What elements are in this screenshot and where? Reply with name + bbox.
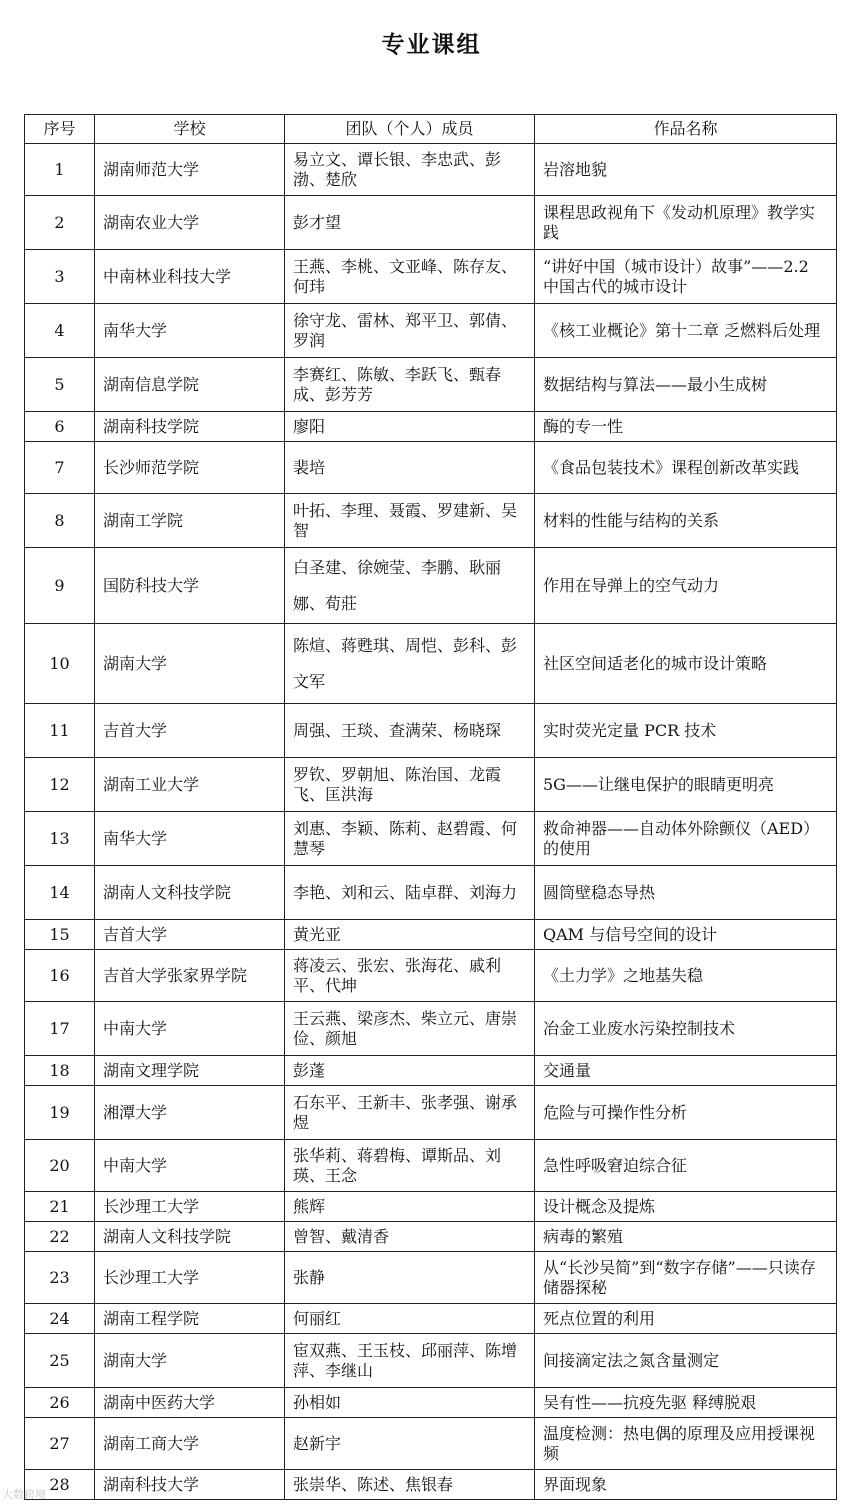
row-school: 长沙理工大学 (95, 1252, 285, 1304)
row-school: 湖南工程学院 (95, 1304, 285, 1334)
table-row (25, 1418, 837, 1470)
row-index: 28 (25, 1470, 95, 1500)
row-members: 张崇华、陈述、焦银春 (285, 1470, 535, 1500)
row-index: 1 (25, 144, 95, 196)
table-row (25, 358, 837, 412)
table-row (25, 1192, 837, 1222)
row-index: 27 (25, 1418, 95, 1470)
row-members: 熊辉 (285, 1192, 535, 1222)
table-row (25, 412, 837, 442)
row-index: 5 (25, 358, 95, 412)
table-row (25, 812, 837, 866)
row-index: 9 (25, 548, 95, 624)
row-school: 湖南人文科技学院 (95, 866, 285, 920)
row-members: 周强、王琰、查满荣、杨晓琛 (285, 704, 535, 758)
row-school: 湖南大学 (95, 1334, 285, 1388)
row-work-title: 圆筒壁稳态导热 (535, 866, 837, 920)
table-header-row (25, 115, 837, 144)
row-members: 孙相如 (285, 1388, 535, 1418)
table-row (25, 548, 837, 624)
row-index: 10 (25, 624, 95, 704)
row-work-title: 作用在导弹上的空气动力 (535, 548, 837, 624)
row-work-title: 《土力学》之地基失稳 (535, 950, 837, 1002)
row-school: 湖南师范大学 (95, 144, 285, 196)
row-index: 2 (25, 196, 95, 250)
awards-table (24, 114, 837, 1500)
row-members: 蒋凌云、张宏、张海花、戚利平、代坤 (285, 950, 535, 1002)
row-work-title: 社区空间适老化的城市设计策略 (535, 624, 837, 704)
row-work-title: 材料的性能与结构的关系 (535, 494, 837, 548)
table-row (25, 1304, 837, 1334)
row-work-title: 岩溶地貌 (535, 144, 837, 196)
row-members: 徐守龙、雷林、郑平卫、郭倩、罗润 (285, 304, 535, 358)
row-work-title: 冶金工业废水污染控制技术 (535, 1002, 837, 1056)
row-members: 王云燕、梁彦杰、柴立元、唐崇俭、颜旭 (285, 1002, 535, 1056)
header-members: 团队（个人）成员 (285, 115, 535, 144)
row-members: 黄光亚 (285, 920, 535, 950)
table-row (25, 866, 837, 920)
row-school: 湖南中医药大学 (95, 1388, 285, 1418)
row-members: 易立文、谭长银、李忠武、彭渤、楚欣 (285, 144, 535, 196)
row-work-title: QAM 与信号空间的设计 (535, 920, 837, 950)
row-work-title: 《核工业概论》第十二章 乏燃料后处理 (535, 304, 837, 358)
row-index: 14 (25, 866, 95, 920)
row-school: 湖南科技大学 (95, 1470, 285, 1500)
row-work-title: 界面现象 (535, 1470, 837, 1500)
row-members: 廖阳 (285, 412, 535, 442)
row-index: 16 (25, 950, 95, 1002)
row-school: 湖南科技学院 (95, 412, 285, 442)
row-school: 湖南农业大学 (95, 196, 285, 250)
row-work-title: 5G——让继电保护的眼睛更明亮 (535, 758, 837, 812)
row-index: 6 (25, 412, 95, 442)
row-members: 李赛红、陈敏、李跃飞、甄春成、彭芳芳 (285, 358, 535, 412)
row-index: 13 (25, 812, 95, 866)
row-school: 吉首大学张家界学院 (95, 950, 285, 1002)
row-index: 12 (25, 758, 95, 812)
row-work-title: 交通量 (535, 1056, 837, 1086)
row-school: 国防科技大学 (95, 548, 285, 624)
row-school: 中南大学 (95, 1002, 285, 1056)
table-row (25, 1140, 837, 1192)
row-work-title: 《食品包装技术》课程创新改革实践 (535, 442, 837, 494)
row-index: 3 (25, 250, 95, 304)
row-index: 24 (25, 1304, 95, 1334)
row-index: 23 (25, 1252, 95, 1304)
table-row (25, 1222, 837, 1252)
row-index: 15 (25, 920, 95, 950)
row-school: 吉首大学 (95, 704, 285, 758)
row-members: 何丽红 (285, 1304, 535, 1334)
row-members: 张静 (285, 1252, 535, 1304)
row-members: 曾智、戴清香 (285, 1222, 535, 1252)
row-work-title: 数据结构与算法——最小生成树 (535, 358, 837, 412)
table-row (25, 624, 837, 704)
watermark-logo: 大数跨境 (2, 1488, 46, 1501)
table-row (25, 1470, 837, 1500)
row-index: 25 (25, 1334, 95, 1388)
row-work-title: 设计概念及提炼 (535, 1192, 837, 1222)
row-members: 李艳、刘和云、陆卓群、刘海力 (285, 866, 535, 920)
row-school: 湖南大学 (95, 624, 285, 704)
row-work-title: 病毒的繁殖 (535, 1222, 837, 1252)
row-members: 王燕、李桃、文亚峰、陈存友、何玮 (285, 250, 535, 304)
header-index: 序号 (25, 115, 95, 144)
row-school: 湖南工商大学 (95, 1418, 285, 1470)
row-school: 中南林业科技大学 (95, 250, 285, 304)
row-members: 石东平、王新丰、张孝强、谢承煜 (285, 1086, 535, 1140)
table-row (25, 1388, 837, 1418)
table-row (25, 196, 837, 250)
row-index: 26 (25, 1388, 95, 1418)
row-school: 南华大学 (95, 304, 285, 358)
table-row (25, 704, 837, 758)
row-work-title: 间接滴定法之氮含量测定 (535, 1334, 837, 1388)
table-row (25, 1086, 837, 1140)
row-members: 张华莉、蒋碧梅、谭斯品、刘瑛、王念 (285, 1140, 535, 1192)
row-members: 白圣建、徐婉莹、李鹏、耿丽娜、荀莊 (285, 548, 535, 624)
row-school: 长沙理工大学 (95, 1192, 285, 1222)
row-members: 裴培 (285, 442, 535, 494)
row-index: 4 (25, 304, 95, 358)
row-work-title: 急性呼吸窘迫综合征 (535, 1140, 837, 1192)
table-row (25, 250, 837, 304)
row-members: 叶拓、李理、聂霞、罗建新、吴智 (285, 494, 535, 548)
table-body (25, 144, 837, 1500)
row-work-title: “讲好中国（城市设计）故事”——2.2 中国古代的城市设计 (535, 250, 837, 304)
header-school: 学校 (95, 115, 285, 144)
row-work-title: 课程思政视角下《发动机原理》教学实践 (535, 196, 837, 250)
table-row (25, 494, 837, 548)
row-index: 21 (25, 1192, 95, 1222)
row-work-title: 危险与可操作性分析 (535, 1086, 837, 1140)
row-members: 陈煊、蒋甦琪、周恺、彭科、彭文军 (285, 624, 535, 704)
row-members: 彭才望 (285, 196, 535, 250)
row-index: 20 (25, 1140, 95, 1192)
header-work-title: 作品名称 (535, 115, 837, 144)
table-row (25, 950, 837, 1002)
row-school: 湖南信息学院 (95, 358, 285, 412)
table-row (25, 920, 837, 950)
row-work-title: 从“长沙吴简”到“数字存储”——只读存储器探秘 (535, 1252, 837, 1304)
row-school: 湖南工学院 (95, 494, 285, 548)
row-members: 宦双燕、王玉枝、邱丽萍、陈增萍、李继山 (285, 1334, 535, 1388)
row-work-title: 温度检测：热电偶的原理及应用授课视频 (535, 1418, 837, 1470)
row-school: 吉首大学 (95, 920, 285, 950)
row-members: 赵新宇 (285, 1418, 535, 1470)
row-members: 彭蓬 (285, 1056, 535, 1086)
row-school: 中南大学 (95, 1140, 285, 1192)
row-school: 长沙师范学院 (95, 442, 285, 494)
table-row (25, 442, 837, 494)
row-index: 7 (25, 442, 95, 494)
table-row (25, 144, 837, 196)
row-work-title: 救命神器——自动体外除颤仪（AED）的使用 (535, 812, 837, 866)
table-row (25, 758, 837, 812)
row-school: 南华大学 (95, 812, 285, 866)
page-title: 专业课组 (381, 32, 482, 58)
row-index: 11 (25, 704, 95, 758)
table-row (25, 1002, 837, 1056)
row-school: 湖南文理学院 (95, 1056, 285, 1086)
row-school: 湖南工业大学 (95, 758, 285, 812)
table-row (25, 304, 837, 358)
row-work-title: 酶的专一性 (535, 412, 837, 442)
row-work-title: 吴有性——抗疫先驱 释缚脱艰 (535, 1388, 837, 1418)
table-row (25, 1252, 837, 1304)
row-index: 17 (25, 1002, 95, 1056)
row-school: 湘潭大学 (95, 1086, 285, 1140)
row-index: 8 (25, 494, 95, 548)
row-work-title: 实时荧光定量 PCR 技术 (535, 704, 837, 758)
table-row (25, 1056, 837, 1086)
row-members: 罗钦、罗朝旭、陈治国、龙霞飞、匡洪海 (285, 758, 535, 812)
row-school: 湖南人文科技学院 (95, 1222, 285, 1252)
row-work-title: 死点位置的利用 (535, 1304, 837, 1334)
row-index: 22 (25, 1222, 95, 1252)
row-members: 刘惠、李颖、陈莉、赵碧霞、何慧琴 (285, 812, 535, 866)
row-index: 18 (25, 1056, 95, 1086)
row-index: 19 (25, 1086, 95, 1140)
table-row (25, 1334, 837, 1388)
